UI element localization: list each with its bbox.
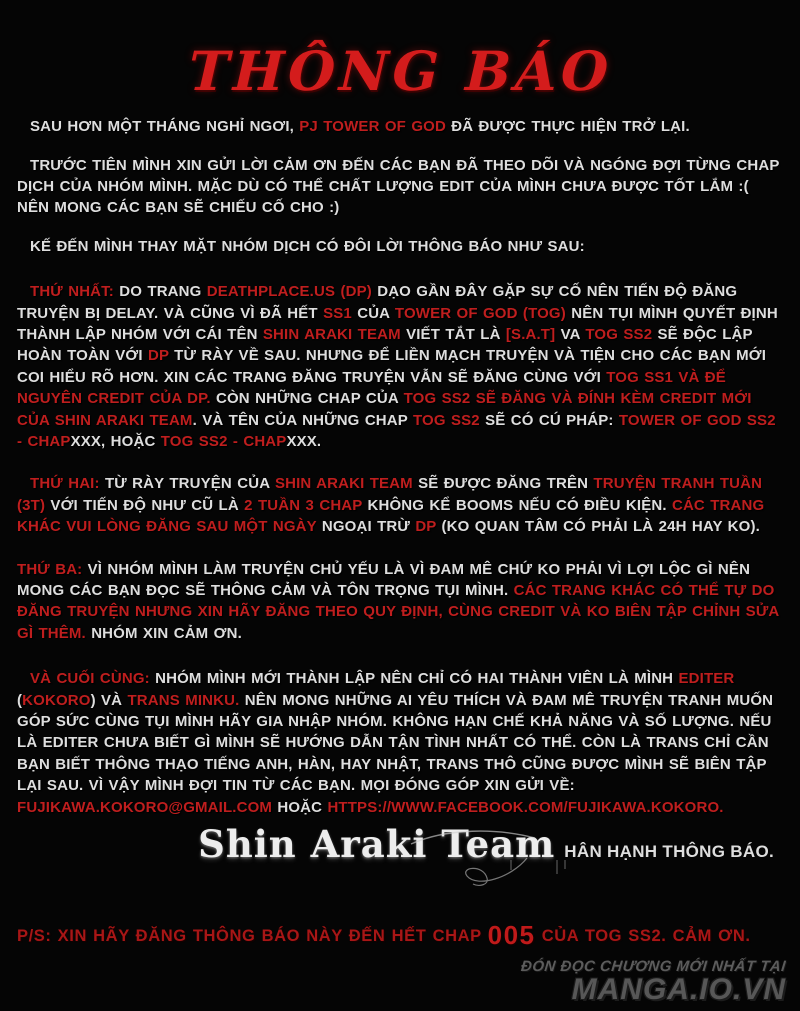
highlight-text-segment: [S.A.T] [505, 325, 556, 343]
highlight-text-segment: DEATHPLACE.US (DP) [206, 283, 372, 301]
text-segment: NÊN TỤI MÌNH QUYẾT ĐỊNH THÀNH LẬP NHÓM VỚI CÁI TÊN [17, 304, 778, 343]
highlight-text-segment: THỨ BA: [17, 560, 83, 578]
text-segment: TỪ RÀY TRUYỆN CỦA [99, 475, 275, 493]
recruitment-paragraph [17, 668, 784, 818]
signature-text: HÂN HẠNH THÔNG BÁO. [564, 842, 774, 862]
watermark [521, 958, 786, 1007]
text-segment: (KO QUAN TÂM CÓ PHẢI LÀ 24H HAY KO). [436, 518, 760, 536]
highlight-text-segment: EDITER [678, 670, 735, 688]
text-segment: TỪ RÀY VỀ SAU. NHƯNG ĐỂ LIỀN MẠCH TRUYỆN VÀ TIỆN CHO CÁC BẠN MỚI COI HIỂU RÕ HƠN. XIN CÁC TRANG ĐĂNG TRUYỆN VẪN SẼ ĐĂNG CÙNG VỚI [17, 347, 767, 386]
text-segment: VA [555, 325, 586, 343]
text-segment: HOẶC [272, 798, 328, 816]
highlight-text-segment: TOG SS2 - CHAP [160, 432, 287, 450]
highlight-text-segment: FUJIKAWA.KOKORO@GMAIL.COM [17, 798, 273, 816]
highlight-text-segment: KOKORO [22, 691, 91, 709]
team-name: Shin Araki Team [198, 822, 556, 867]
ps-suffix: CỦA TOG SS2. CẢM ƠN. [535, 927, 751, 946]
text-segment: SẼ ĐƯỢC ĐĂNG TRÊN [412, 475, 594, 493]
page-title: THÔNG BÁO [187, 39, 614, 103]
announcement-body [17, 116, 784, 818]
watermark-tagline: ĐÓN ĐỌC CHƯƠNG MỚI NHẤT TẠI [520, 958, 787, 975]
intro-return-paragraph [17, 116, 784, 137]
highlight-text-segment: THỨ NHẤT: [30, 283, 114, 301]
notice-second-paragraph [17, 473, 784, 537]
lead-in-paragraph [17, 236, 784, 257]
text-segment: CÒN NHỮNG CHAP CỦA [210, 390, 404, 408]
text-segment: KHÔNG KỂ BOOMS NẾU CÓ ĐIỀU KIỆN. [362, 496, 672, 514]
highlight-text-segment: THỨ HAI: [30, 475, 100, 493]
highlight-text-segment: 2 TUẦN 3 CHAP [244, 496, 363, 514]
text-segment: DO TRANG [113, 283, 207, 301]
watermark-site: MANGA.IO.VN [571, 973, 786, 1006]
ps-note [17, 920, 784, 951]
highlight-text-segment: HTTPS://WWW.FACEBOOK.COM/FUJIKAWA.KOKORO. [327, 798, 724, 816]
signature-row [17, 822, 784, 886]
text-segment: TRƯỚC TIÊN MÌNH XIN GỬI LỜI CẢM ƠN ĐẾN CÁC BẠN ĐÃ THEO DÕI VÀ NGÓNG ĐỢI TỪNG CHAP DỊCH CỦA NHÓM MÌNH. MẶC DÙ CÓ THỂ CHẤT LƯỢNG EDIT CỦA MÌNH CHƯA ĐƯỢC TỐT LẮM :( NÊN MONG CÁC BẠN SẼ CHIẾU CỐ CHO :) [17, 156, 780, 217]
highlight-text-segment: PJ TOWER OF GOD [299, 118, 446, 136]
text-segment: SẼ ĐỘC LẬP HOÀN TOÀN VỚI [17, 325, 753, 365]
text-segment: SẼ CÓ CÚ PHÁP: [479, 411, 619, 429]
text-segment: VÌ NHÓM MÌNH LÀM TRUYỆN CHỦ YẾU LÀ VÌ ĐAM MÊ CHỨ KO PHẢI VÌ LỢI LỘC GÌ NÊN MONG CÁC BẠN ĐỌC SẼ THÔNG CẢM VÀ TÔN TRỌNG TỤI MÌNH. [17, 560, 751, 599]
highlight-text-segment: TOG SS1 VÀ ĐỂ NGUYÊN CREDIT CỦA DP. [17, 368, 726, 408]
highlight-text-segment: DP [415, 518, 437, 536]
notice-first-paragraph [17, 281, 784, 452]
highlight-text-segment: VÀ CUỐI CÙNG: [30, 670, 150, 688]
text-segment: SAU HƠN MỘT THÁNG NGHỈ NGƠI, [30, 118, 300, 136]
ps-prefix: P/S: XIN HÃY ĐĂNG THÔNG BÁO NÀY ĐẾN HẾT CHAP [17, 927, 488, 946]
text-segment: XXX, HOẶC [70, 432, 161, 450]
highlight-text-segment: TRUYỆN TRANH TUẦN (3T) [17, 475, 763, 514]
highlight-text-segment: TOWER OF GOD SS2 - CHAP [17, 411, 776, 450]
highlight-text-segment: TRANS MINKU. [127, 691, 240, 709]
text-segment: NÊN MONG NHỮNG AI YÊU THÍCH VÀ ĐAM MÊ TRUYỆN TRANH MUỐN GÓP SỨC CÙNG TỤI MÌNH HÃY GIA NHẬP NHÓM. KHÔNG HẠN CHẾ KHẢ NĂNG VÀ SỐ LƯỢNG. NẾU LÀ EDITER CHƯA BIẾT GÌ MÌNH SẼ HƯỚNG DẪN TẬN TÌNH NHẤT CÓ THỂ. CÒN LÀ TRANS CHỈ CẦN BẠN BIẾT THÔNG THẠO TIẾNG ANH, HÀN, HAY NHẬT, TRANS THÔ CŨNG ĐƯỢC MÌNH SẼ BIÊN TẬP LẠI SAU. VÌ VẬY MÌNH ĐỢI TIN TỪ CÁC BẠN. MỌI ĐÓNG GÓP XIN GỬI VỀ: [17, 691, 774, 795]
highlight-text-segment: DP [147, 347, 169, 365]
text-segment: NHÓM XIN CẢM ƠN. [85, 624, 242, 642]
text-segment: . VÀ TÊN CỦA NHỮNG CHAP [192, 411, 413, 429]
text-segment: ( [17, 691, 23, 709]
highlight-text-segment: CÁC TRANG KHÁC CÓ THỂ TỰ DO ĐĂNG TRUYỆN NHƯNG XIN HÃY ĐĂNG THEO QUY ĐỊNH, CÙNG CREDIT VÀ KO BIÊN TẬP CHỈNH SỬA GÌ THÊM. [17, 582, 779, 642]
text-segment: CỦA [351, 304, 395, 322]
text-segment: VỚI TIẾN ĐỘ NHƯ CŨ LÀ [45, 496, 245, 514]
highlight-text-segment: CÁC TRANG KHÁC VUI LÒNG ĐĂNG SAU MỘT NGÀY [17, 496, 765, 536]
ps-chapter-number: 005 [487, 920, 536, 951]
text-segment: ) VÀ [90, 691, 128, 709]
notice-third-paragraph [17, 559, 784, 645]
text-segment: NGOẠI TRỪ [316, 518, 416, 536]
highlight-text-segment: SHIN ARAKI TEAM [262, 325, 401, 343]
highlight-text-segment: TOG SS2 SẼ ĐĂNG VÀ ĐÍNH KÈM CREDIT MỚI CỦA SHIN ARAKI TEAM [17, 390, 752, 429]
text-segment: NHÓM MÌNH MỚI THÀNH LẬP NÊN CHỈ CÓ HAI THÀNH VIÊN LÀ MÌNH [149, 670, 679, 688]
text-segment: ĐÃ ĐƯỢC THỰC HIỆN TRỞ LẠI. [445, 118, 690, 136]
highlight-text-segment: TOWER OF GOD (TOG) [394, 304, 566, 322]
highlight-text-segment: TOG SS2 [412, 411, 480, 429]
text-segment: KẾ ĐẾN MÌNH THAY MẶT NHÓM DỊCH CÓ ĐÔI LỜI THÔNG BÁO NHƯ SAU: [30, 237, 585, 255]
highlight-text-segment: TOG SS2 [585, 325, 653, 343]
text-segment: XXX. [286, 432, 322, 450]
highlight-text-segment: SS1 [323, 304, 352, 322]
text-segment: VIẾT TẮT LÀ [400, 325, 506, 343]
thanks-paragraph [17, 155, 784, 219]
text-segment: DẠO GẦN ĐÂY GẶP SỰ CỐ NÊN TIẾN ĐỘ ĐĂNG TRUYỆN BỊ DELAY. VÀ CŨNG VÌ ĐÃ HẾT [17, 283, 738, 322]
highlight-text-segment: SHIN ARAKI TEAM [274, 475, 413, 493]
